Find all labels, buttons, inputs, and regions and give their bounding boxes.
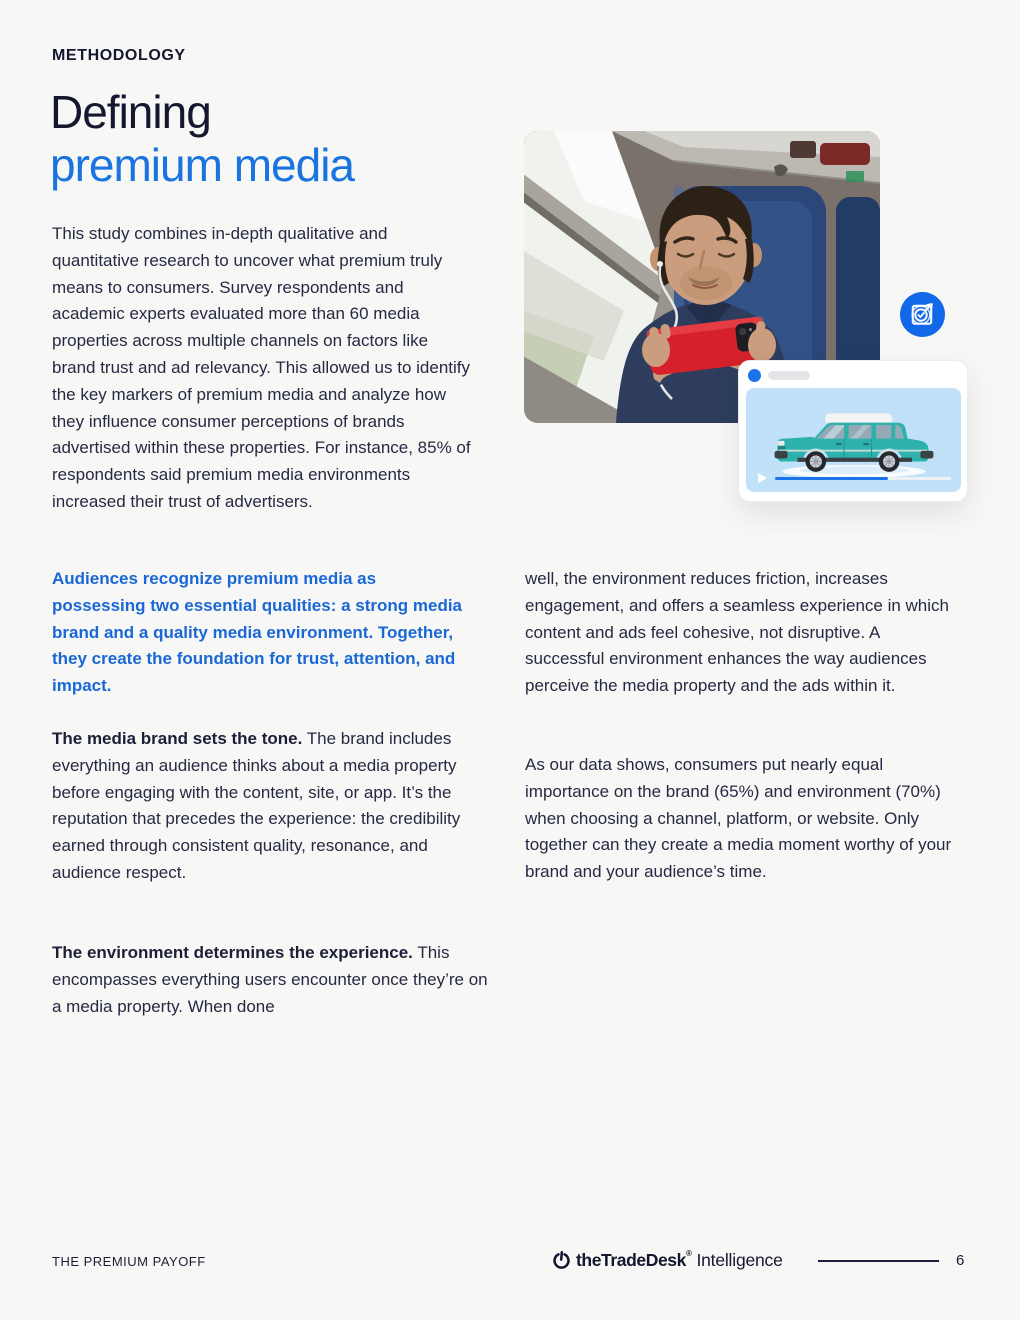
video-progress-fill	[775, 477, 888, 480]
video-frame	[746, 388, 961, 492]
footer-brand-suffix: Intelligence	[696, 1249, 783, 1270]
highlight-paragraph: Audiences recognize premium media as possessing two essential qualities: a strong media brand and a quality media environment. Together, they create the foundation for trust, attention, and impact.	[52, 569, 463, 696]
suv-illustration	[770, 405, 938, 481]
footer-divider-line	[818, 1260, 939, 1262]
video-ad-card	[738, 360, 968, 502]
section-eyebrow: METHODOLOGY	[52, 47, 186, 64]
footer-brand-name: theTradeDesk®	[576, 1249, 692, 1270]
video-controls	[758, 473, 951, 483]
environment-lead: The environment determines the experience.	[52, 943, 413, 962]
media-brand-body: The brand includes everything an audience thinks about a media property before engaging with the content, site, or app. It’s the reputation that precedes the experience: the credibility earned through consistent quality, resonance, and audience respect.	[52, 729, 461, 882]
video-progress-track	[775, 477, 951, 480]
environment-body: This encompasses everything users encounter once they’re on a media property. When done	[52, 943, 488, 1016]
media-brand-paragraph	[52, 726, 476, 887]
title-line-2: premium media	[50, 139, 354, 191]
page-number: 6	[956, 1252, 965, 1269]
page-title	[50, 86, 354, 192]
video-card-header	[748, 369, 810, 382]
environment-paragraph	[52, 940, 488, 1020]
media-brand-lead: The media brand sets the tone.	[52, 729, 303, 748]
publisher-dot-icon	[748, 369, 761, 382]
title-placeholder-pill	[768, 371, 810, 380]
title-line-1: Defining	[50, 86, 211, 138]
ad-targeting-icon	[900, 292, 945, 337]
play-icon	[758, 473, 767, 483]
tradedesk-logo-icon	[552, 1251, 571, 1270]
right-paragraph-1: well, the environment reduces friction, increases engagement, and offers a seamless experience in which content and ads feel cohesive, not disruptive. A successful environment enhances the way audiences perceive the media property and the ads within it.	[525, 569, 949, 696]
footer-report-title: THE PREMIUM PAYOFF	[52, 1254, 206, 1269]
intro-paragraph: This study combines in-depth qualitative and quantitative research to uncover what premium truly means to consumers. Survey respondents and academic experts evaluated more than 60 media properties across multiple channels on factors like brand trust and ad relevancy. This allowed us to identify the key markers of premium media and analyze how they influence consumer perceptions of brands advertised within these properties. For instance, 85% of respondents said premium media environments increased their trust of advertisers.	[52, 224, 471, 511]
trademark-symbol: ®	[685, 1249, 692, 1258]
ad-targeting-glyph	[900, 292, 945, 337]
right-paragraph-2: As our data shows, consumers put nearly equal importance on the brand (65%) and environment (70%) when choosing a channel, platform, or website. Only together can they create a media moment worthy of your brand and your audience’s time.	[525, 755, 952, 882]
footer-brand	[552, 1249, 783, 1271]
